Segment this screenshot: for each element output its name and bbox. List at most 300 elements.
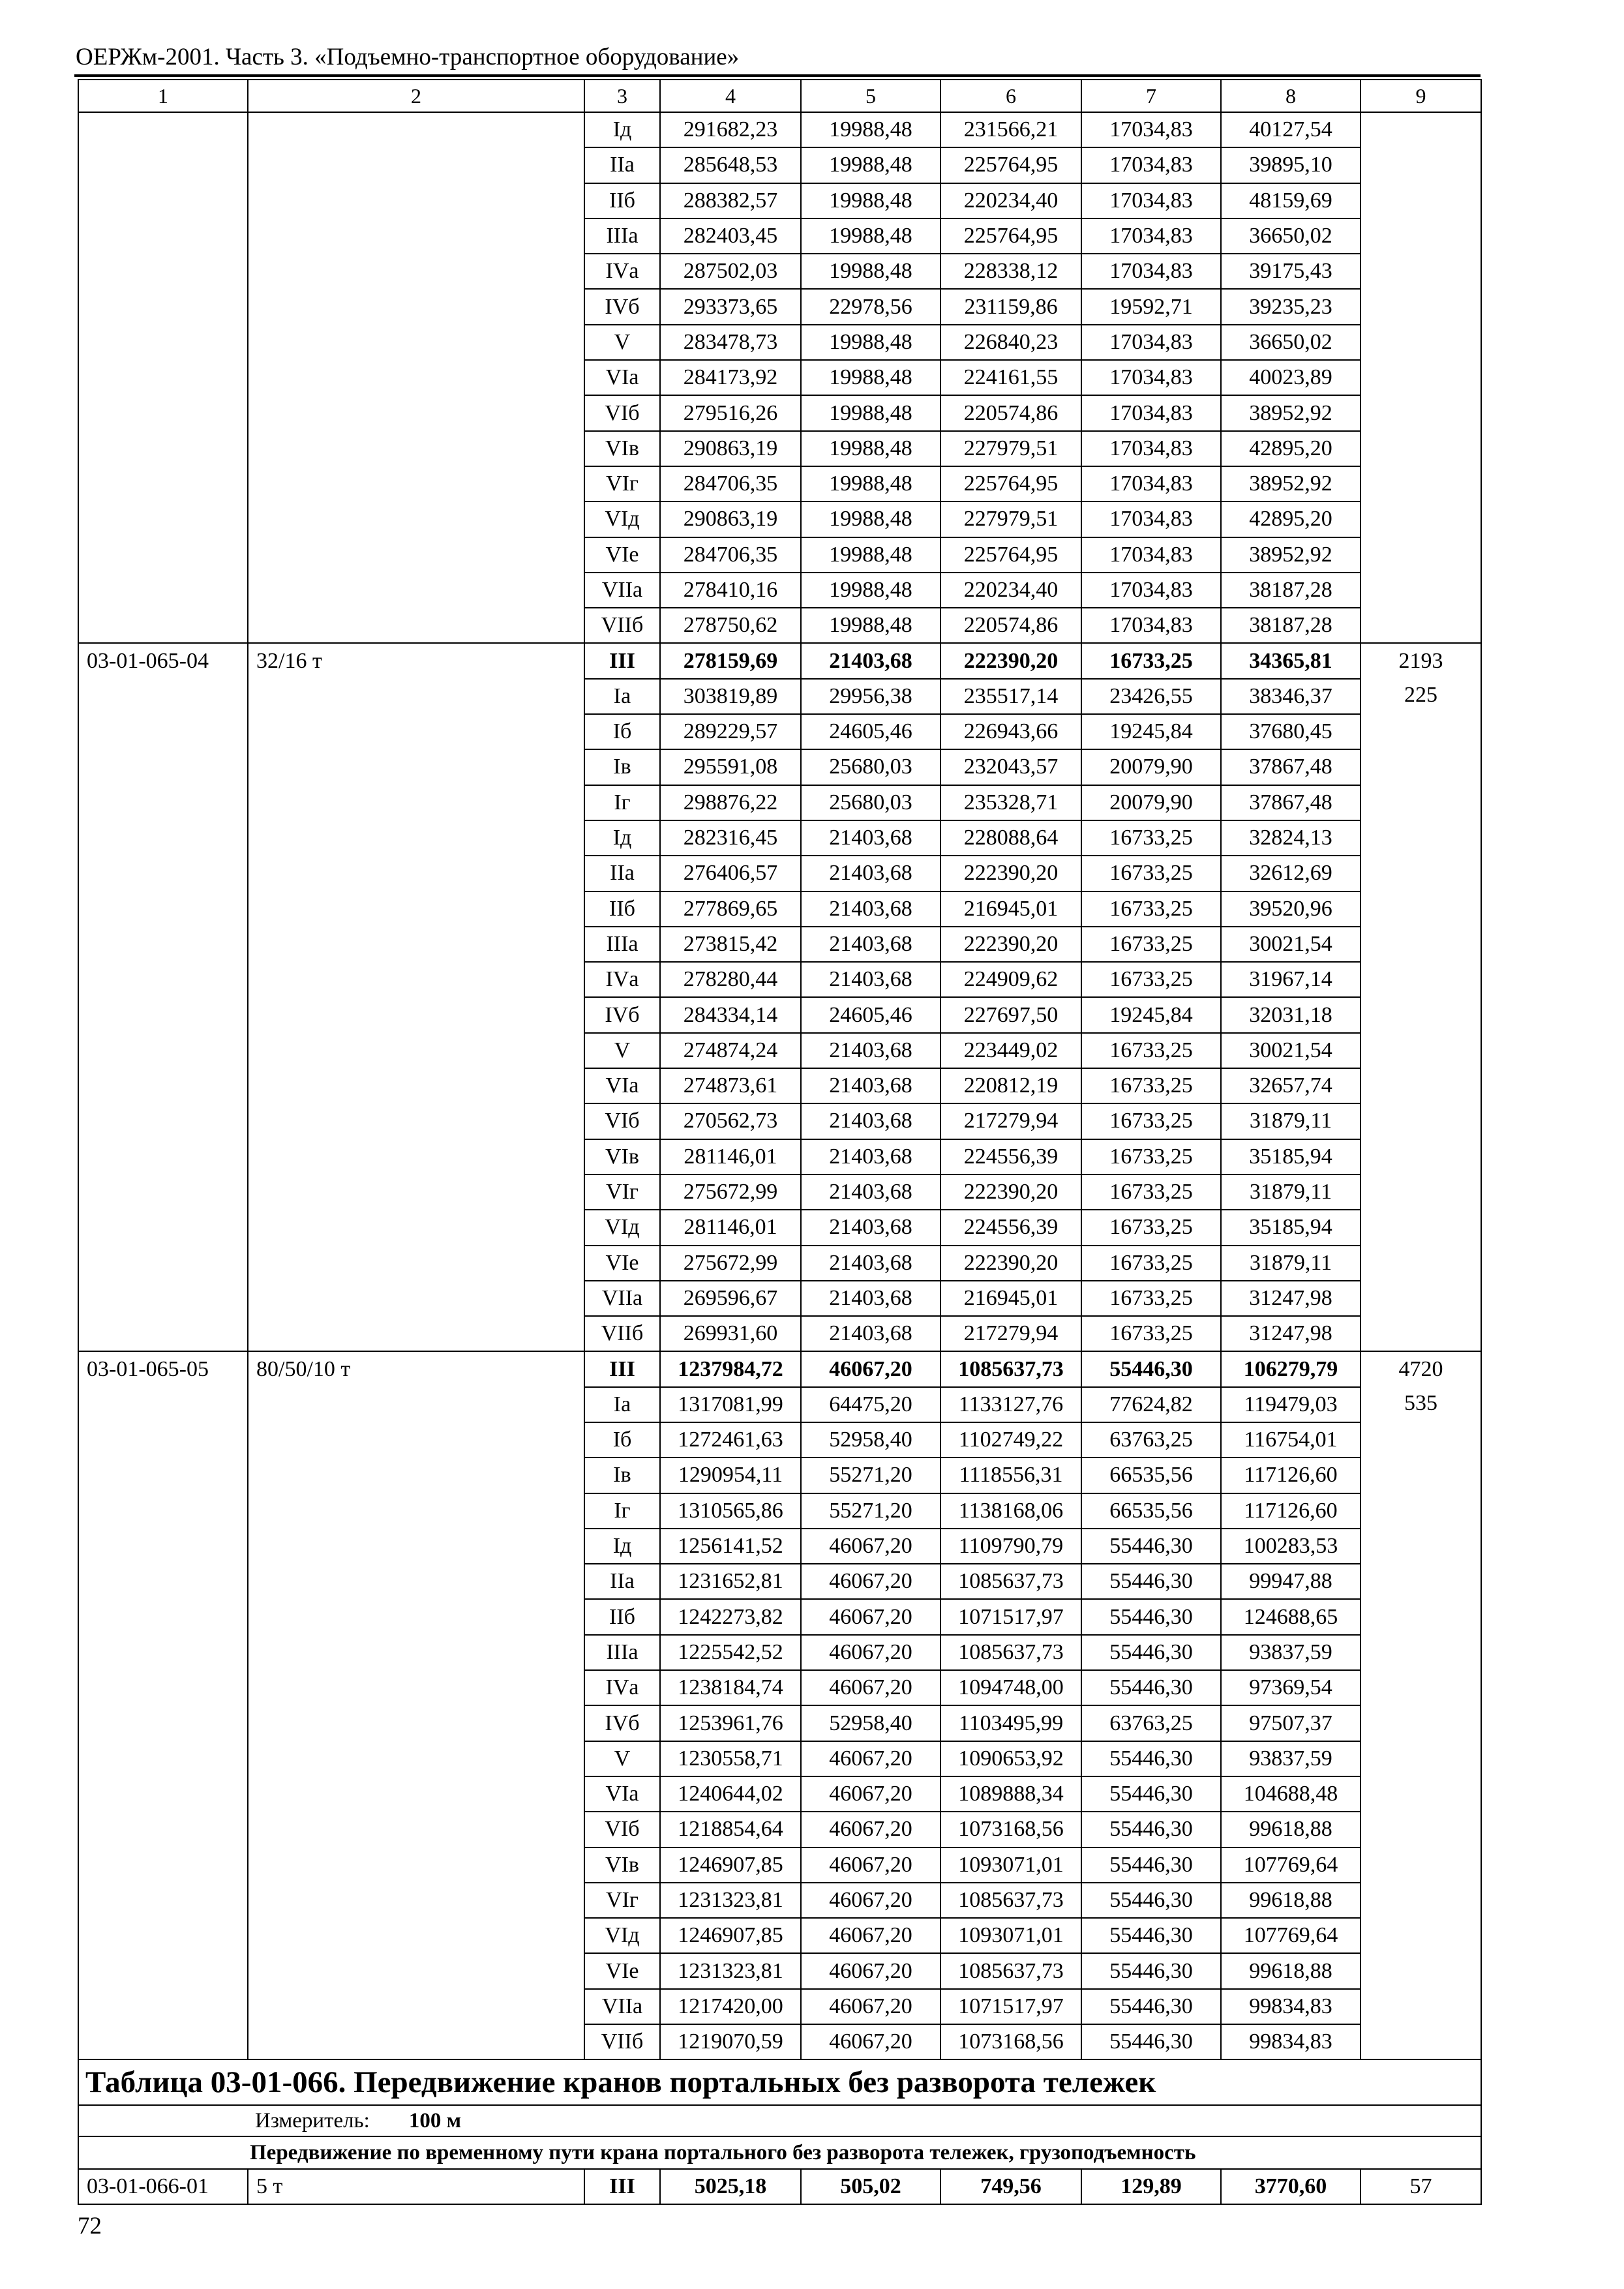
value-cell: 16733,25 [1081, 1139, 1221, 1174]
value-cell: 270562,73 [660, 1103, 801, 1139]
value-cell: 225764,95 [940, 466, 1081, 501]
value-cell: 1225542,52 [660, 1635, 801, 1670]
value-cell: 1093071,01 [940, 1918, 1081, 1953]
value-cell: 21403,68 [801, 1246, 940, 1281]
region-cell: Iа [584, 1387, 660, 1422]
value-cell: 17034,83 [1081, 147, 1221, 183]
region-cell: VIе [584, 1953, 660, 1988]
column-number-header: 6 [940, 80, 1081, 112]
value-cell: 63763,25 [1081, 1422, 1221, 1458]
value-cell: 19988,48 [801, 608, 940, 643]
region-cell: Iд [584, 112, 660, 147]
value-cell: 269931,60 [660, 1316, 801, 1351]
value-cell: 225764,95 [940, 147, 1081, 183]
value-cell: 42895,20 [1221, 431, 1361, 466]
value-cell: 1246907,85 [660, 1848, 801, 1883]
value-cell: 55446,30 [1081, 1351, 1221, 1386]
value-cell: 93837,59 [1221, 1741, 1361, 1776]
value-cell: 269596,67 [660, 1281, 801, 1316]
value-cell: 16733,25 [1081, 1033, 1221, 1068]
value-cell: 55446,30 [1081, 1883, 1221, 1918]
region-cell: Iв [584, 1458, 660, 1493]
value-cell: 21403,68 [801, 856, 940, 891]
value-cell: 16733,25 [1081, 962, 1221, 997]
region-cell: V [584, 1741, 660, 1776]
value-cell: 1272461,63 [660, 1422, 801, 1458]
value-cell: 106279,79 [1221, 1351, 1361, 1386]
value-cell: 16733,25 [1081, 1316, 1221, 1351]
value-cell: 19988,48 [801, 112, 940, 147]
value-cell: 77624,82 [1081, 1387, 1221, 1422]
column-number-header: 8 [1221, 80, 1361, 112]
value-cell: 1071517,97 [940, 1989, 1081, 2024]
value-cell: 55446,30 [1081, 1670, 1221, 1705]
value-cell: 17034,83 [1081, 112, 1221, 147]
value-cell: 16733,25 [1081, 1068, 1221, 1103]
value-cell: 46067,20 [801, 1953, 940, 1988]
value-cell: 46067,20 [801, 1529, 940, 1564]
column-9-cell [1361, 1351, 1481, 2059]
value-cell: 129,89 [1081, 2169, 1221, 2204]
value-cell: 39520,96 [1221, 891, 1361, 927]
region-cell: IIIа [584, 218, 660, 254]
value-cell: 278410,16 [660, 573, 801, 608]
value-cell: 32824,13 [1221, 820, 1361, 856]
value-cell: 217279,94 [940, 1103, 1081, 1139]
value-cell: 17034,83 [1081, 325, 1221, 360]
capacity-cell: 80/50/10 т [248, 1351, 584, 2059]
value-cell: 19988,48 [801, 183, 940, 218]
value-cell: 19988,48 [801, 325, 940, 360]
value-cell: 232043,57 [940, 749, 1081, 785]
value-cell: 16733,25 [1081, 927, 1221, 962]
value-cell: 21403,68 [801, 1210, 940, 1245]
value-cell: 223449,02 [940, 1033, 1081, 1068]
value-cell: 19988,48 [801, 573, 940, 608]
value-cell: 21403,68 [801, 1316, 940, 1351]
value-cell: 17034,83 [1081, 360, 1221, 395]
value-cell: 24605,46 [801, 714, 940, 749]
value-cell: 275672,99 [660, 1174, 801, 1210]
value-cell: 38187,28 [1221, 573, 1361, 608]
column-number-row [78, 80, 1481, 112]
value-cell: 16733,25 [1081, 643, 1221, 678]
region-cell: VIа [584, 1776, 660, 1812]
value-cell: 17034,83 [1081, 395, 1221, 430]
value-cell: 21403,68 [801, 1281, 940, 1316]
value-cell: 46067,20 [801, 1989, 940, 2024]
value-cell: 30021,54 [1221, 1033, 1361, 1068]
value-cell: 46067,20 [801, 1776, 940, 1812]
region-cell: VIб [584, 1812, 660, 1847]
value-cell: 97507,37 [1221, 1705, 1361, 1741]
column-number-header: 3 [584, 80, 660, 112]
value-cell: 46067,20 [801, 1918, 940, 1953]
value-cell: 276406,57 [660, 856, 801, 891]
value-cell: 1102749,22 [940, 1422, 1081, 1458]
region-cell: VIг [584, 1174, 660, 1210]
value-cell: 48159,69 [1221, 183, 1361, 218]
value-cell: 99834,83 [1221, 1989, 1361, 2024]
column-number-header: 9 [1361, 80, 1481, 112]
value-cell: 1217420,00 [660, 1989, 801, 2024]
value-cell: 281146,01 [660, 1139, 801, 1174]
value-cell: 46067,20 [801, 1741, 940, 1776]
value-cell: 226943,66 [940, 714, 1081, 749]
value-cell: 16733,25 [1081, 891, 1221, 927]
value-cell: 1242273,82 [660, 1599, 801, 1634]
value-cell: 1089888,34 [940, 1776, 1081, 1812]
value-cell: 19988,48 [801, 537, 940, 573]
region-cell: III [584, 643, 660, 678]
value-cell: 217279,94 [940, 1316, 1081, 1351]
value-cell: 31967,14 [1221, 962, 1361, 997]
value-cell: 29956,38 [801, 679, 940, 714]
region-cell: VIв [584, 1848, 660, 1883]
page-header: ОЕРЖм-2001. Часть 3. «Подъемно-транспортное оборудование» [76, 44, 740, 70]
value-cell: 55446,30 [1081, 1776, 1221, 1812]
table-row [78, 2169, 1481, 2204]
value-cell: 224556,39 [940, 1210, 1081, 1245]
value-cell: 1085637,73 [940, 1351, 1081, 1386]
value-cell: 1085637,73 [940, 1564, 1081, 1599]
value-cell: 35185,94 [1221, 1139, 1361, 1174]
region-cell: VIб [584, 395, 660, 430]
value-cell: 1133127,76 [940, 1387, 1081, 1422]
value-cell: 227979,51 [940, 431, 1081, 466]
region-cell: IIа [584, 147, 660, 183]
section-subheader-row [78, 2136, 1481, 2169]
value-cell: 55446,30 [1081, 1918, 1221, 1953]
region-cell: Iв [584, 749, 660, 785]
value-cell: 55446,30 [1081, 1564, 1221, 1599]
value-cell: 1085637,73 [940, 1883, 1081, 1918]
value-cell: 19592,71 [1081, 289, 1221, 324]
region-cell: Iб [584, 1422, 660, 1458]
value-cell: 225764,95 [940, 537, 1081, 573]
region-cell: VIв [584, 1139, 660, 1174]
value-cell: 38187,28 [1221, 608, 1361, 643]
value-cell: 39895,10 [1221, 147, 1361, 183]
region-cell: VIд [584, 1210, 660, 1245]
region-cell: IVб [584, 1705, 660, 1741]
value-cell: 17034,83 [1081, 183, 1221, 218]
region-cell: IIб [584, 183, 660, 218]
value-cell: 284173,92 [660, 360, 801, 395]
region-cell: Iа [584, 679, 660, 714]
value-cell: 55271,20 [801, 1458, 940, 1493]
value-cell: 228088,64 [940, 820, 1081, 856]
region-cell: VIв [584, 431, 660, 466]
value-cell: 124688,65 [1221, 1599, 1361, 1634]
table-row [78, 112, 1481, 147]
value-cell: 231159,86 [940, 289, 1081, 324]
value-cell: 19988,48 [801, 254, 940, 289]
value-cell: 290863,19 [660, 501, 801, 537]
value-cell: 1093071,01 [940, 1848, 1081, 1883]
value-cell: 40127,54 [1221, 112, 1361, 147]
value-cell: 55446,30 [1081, 1599, 1221, 1634]
value-cell: 55446,30 [1081, 1741, 1221, 1776]
value-cell: 66535,56 [1081, 1493, 1221, 1529]
value-cell: 224556,39 [940, 1139, 1081, 1174]
value-cell: 46067,20 [801, 1670, 940, 1705]
value-cell: 222390,20 [940, 856, 1081, 891]
value-cell: 16733,25 [1081, 1174, 1221, 1210]
value-cell: 283478,73 [660, 325, 801, 360]
unit-cell [78, 2105, 1481, 2136]
column-9-value: 4720 [1398, 1357, 1443, 1382]
value-cell: 5025,18 [660, 2169, 801, 2204]
value-cell: 16733,25 [1081, 1281, 1221, 1316]
value-cell: 32657,74 [1221, 1068, 1361, 1103]
value-cell: 222390,20 [940, 643, 1081, 678]
value-cell: 222390,20 [940, 1246, 1081, 1281]
value-cell: 282316,45 [660, 820, 801, 856]
region-cell: IVа [584, 254, 660, 289]
value-cell: 1219070,59 [660, 2024, 801, 2059]
page-number: 72 [78, 2213, 102, 2239]
value-cell: 52958,40 [801, 1422, 940, 1458]
value-cell: 38952,92 [1221, 395, 1361, 430]
value-cell: 46067,20 [801, 2024, 940, 2059]
value-cell: 17034,83 [1081, 608, 1221, 643]
table-title: Таблица 03-01-066. Передвижение кранов портальных без разворота тележек [78, 2059, 1481, 2105]
value-cell: 34365,81 [1221, 643, 1361, 678]
value-cell: 38952,92 [1221, 537, 1361, 573]
value-cell: 46067,20 [801, 1883, 940, 1918]
value-cell: 32612,69 [1221, 856, 1361, 891]
region-cell: IVб [584, 289, 660, 324]
region-cell: VIIб [584, 608, 660, 643]
value-cell: 1246907,85 [660, 1918, 801, 1953]
value-cell: 19245,84 [1081, 714, 1221, 749]
region-cell: VIа [584, 1068, 660, 1103]
value-cell: 285648,53 [660, 147, 801, 183]
region-cell: VIа [584, 360, 660, 395]
value-cell: 38952,92 [1221, 466, 1361, 501]
region-cell: IVа [584, 1670, 660, 1705]
value-cell: 19988,48 [801, 466, 940, 501]
value-cell: 99947,88 [1221, 1564, 1361, 1599]
region-cell: Iб [584, 714, 660, 749]
column-9-cell [1361, 643, 1481, 1351]
value-cell: 17034,83 [1081, 573, 1221, 608]
rate-code-cell: 03-01-065-05 [78, 1351, 248, 2059]
value-cell: 1090653,92 [940, 1741, 1081, 1776]
value-cell: 37867,48 [1221, 749, 1361, 785]
value-cell: 1118556,31 [940, 1458, 1081, 1493]
header-divider [74, 74, 1481, 77]
value-cell: 104688,48 [1221, 1776, 1361, 1812]
value-cell: 274873,61 [660, 1068, 801, 1103]
value-cell: 21403,68 [801, 1139, 940, 1174]
value-cell: 1073168,56 [940, 2024, 1081, 2059]
value-cell: 220812,19 [940, 1068, 1081, 1103]
column-9-cell: 57 [1361, 2169, 1481, 2204]
region-cell: IIб [584, 1599, 660, 1634]
value-cell: 1138168,06 [940, 1493, 1081, 1529]
value-cell: 295591,08 [660, 749, 801, 785]
region-cell: VIе [584, 537, 660, 573]
value-cell: 291682,23 [660, 112, 801, 147]
value-cell: 225764,95 [940, 218, 1081, 254]
region-cell: VIд [584, 1918, 660, 1953]
value-cell: 24605,46 [801, 997, 940, 1032]
value-cell: 17034,83 [1081, 254, 1221, 289]
value-cell: 117126,60 [1221, 1458, 1361, 1493]
value-cell: 16733,25 [1081, 1210, 1221, 1245]
value-cell: 284334,14 [660, 997, 801, 1032]
column-number-header: 7 [1081, 80, 1221, 112]
value-cell: 279516,26 [660, 395, 801, 430]
value-cell: 52958,40 [801, 1705, 940, 1741]
value-cell: 1230558,71 [660, 1741, 801, 1776]
value-cell: 275672,99 [660, 1246, 801, 1281]
column-9-cell [1361, 112, 1481, 643]
value-cell: 21403,68 [801, 820, 940, 856]
value-cell: 20079,90 [1081, 785, 1221, 820]
value-cell: 1238184,74 [660, 1670, 801, 1705]
region-cell: IIIа [584, 1635, 660, 1670]
value-cell: 116754,01 [1221, 1422, 1361, 1458]
value-cell: 38346,37 [1221, 679, 1361, 714]
value-cell: 100283,53 [1221, 1529, 1361, 1564]
value-cell: 220234,40 [940, 183, 1081, 218]
value-cell: 220574,86 [940, 608, 1081, 643]
value-cell: 46067,20 [801, 1812, 940, 1847]
value-cell: 227979,51 [940, 501, 1081, 537]
value-cell: 1094748,00 [940, 1670, 1081, 1705]
value-cell: 36650,02 [1221, 218, 1361, 254]
region-cell: Iд [584, 820, 660, 856]
value-cell: 21403,68 [801, 1103, 940, 1139]
value-cell: 303819,89 [660, 679, 801, 714]
value-cell: 31879,11 [1221, 1103, 1361, 1139]
value-cell: 1085637,73 [940, 1635, 1081, 1670]
value-cell: 273815,42 [660, 927, 801, 962]
value-cell: 32031,18 [1221, 997, 1361, 1032]
value-cell: 22978,56 [801, 289, 940, 324]
value-cell: 220234,40 [940, 573, 1081, 608]
value-cell: 19988,48 [801, 501, 940, 537]
capacity-cell: 32/16 т [248, 643, 584, 1351]
region-cell: IVб [584, 997, 660, 1032]
value-cell: 1256141,52 [660, 1529, 801, 1564]
value-cell: 99618,88 [1221, 1812, 1361, 1847]
region-cell: VIIа [584, 573, 660, 608]
value-cell: 505,02 [801, 2169, 940, 2204]
value-cell: 1231323,81 [660, 1953, 801, 1988]
rate-code-cell [78, 112, 248, 643]
value-cell: 93837,59 [1221, 1635, 1361, 1670]
value-cell: 224909,62 [940, 962, 1081, 997]
value-cell: 293373,65 [660, 289, 801, 324]
value-cell: 222390,20 [940, 1174, 1081, 1210]
value-cell: 278280,44 [660, 962, 801, 997]
value-cell: 21403,68 [801, 962, 940, 997]
value-cell: 40023,89 [1221, 360, 1361, 395]
value-cell: 55446,30 [1081, 2024, 1221, 2059]
value-cell: 16733,25 [1081, 1246, 1221, 1281]
value-cell: 19245,84 [1081, 997, 1221, 1032]
value-cell: 19988,48 [801, 218, 940, 254]
value-cell: 1071517,97 [940, 1599, 1081, 1634]
value-cell: 1218854,64 [660, 1812, 801, 1847]
value-cell: 278159,69 [660, 643, 801, 678]
column-number-header: 1 [78, 80, 248, 112]
value-cell: 21403,68 [801, 1033, 940, 1068]
value-cell: 55446,30 [1081, 1953, 1221, 1988]
value-cell: 30021,54 [1221, 927, 1361, 962]
value-cell: 97369,54 [1221, 1670, 1361, 1705]
value-cell: 278750,62 [660, 608, 801, 643]
value-cell: 21403,68 [801, 1068, 940, 1103]
region-cell: VIг [584, 1883, 660, 1918]
value-cell: 21403,68 [801, 927, 940, 962]
value-cell: 17034,83 [1081, 218, 1221, 254]
value-cell: 55446,30 [1081, 1529, 1221, 1564]
region-cell: III [584, 1351, 660, 1386]
value-cell: 99618,88 [1221, 1883, 1361, 1918]
value-cell: 1109790,79 [940, 1529, 1081, 1564]
value-cell: 21403,68 [801, 891, 940, 927]
value-cell: 20079,90 [1081, 749, 1221, 785]
value-cell: 1253961,76 [660, 1705, 801, 1741]
value-cell: 46067,20 [801, 1635, 940, 1670]
column-9-value: 225 [1404, 683, 1437, 708]
region-cell: Iг [584, 1493, 660, 1529]
value-cell: 1085637,73 [940, 1953, 1081, 1988]
region-cell: VIIб [584, 1316, 660, 1351]
value-cell: 36650,02 [1221, 325, 1361, 360]
value-cell: 749,56 [940, 2169, 1081, 2204]
value-cell: 107769,64 [1221, 1918, 1361, 1953]
value-cell: 39175,43 [1221, 254, 1361, 289]
value-cell: 21403,68 [801, 643, 940, 678]
value-cell: 23426,55 [1081, 679, 1221, 714]
region-cell: VIе [584, 1246, 660, 1281]
value-cell: 37867,48 [1221, 785, 1361, 820]
value-cell: 220574,86 [940, 395, 1081, 430]
value-cell: 284706,35 [660, 466, 801, 501]
region-cell: IIIа [584, 927, 660, 962]
unit-value: 100 м [408, 2108, 462, 2132]
region-cell: V [584, 325, 660, 360]
value-cell: 1103495,99 [940, 1705, 1081, 1741]
value-cell: 31247,98 [1221, 1281, 1361, 1316]
unit-label: Измеритель: [255, 2108, 370, 2132]
value-cell: 284706,35 [660, 537, 801, 573]
value-cell: 224161,55 [940, 360, 1081, 395]
section-subheader: Передвижение по временному пути крана портального без разворота тележек, грузоподъемность [78, 2136, 1481, 2169]
value-cell: 222390,20 [940, 927, 1081, 962]
value-cell: 288382,57 [660, 183, 801, 218]
unit-row [78, 2105, 1481, 2136]
capacity-cell: 5 т [248, 2169, 584, 2204]
column-number-header: 5 [801, 80, 940, 112]
value-cell: 3770,60 [1221, 2169, 1361, 2204]
region-cell: IVа [584, 962, 660, 997]
value-cell: 216945,01 [940, 1281, 1081, 1316]
value-cell: 46067,20 [801, 1599, 940, 1634]
value-cell: 1317081,99 [660, 1387, 801, 1422]
value-cell: 216945,01 [940, 891, 1081, 927]
value-cell: 99834,83 [1221, 2024, 1361, 2059]
value-cell: 16733,25 [1081, 856, 1221, 891]
region-cell: IIа [584, 1564, 660, 1599]
value-cell: 107769,64 [1221, 1848, 1361, 1883]
